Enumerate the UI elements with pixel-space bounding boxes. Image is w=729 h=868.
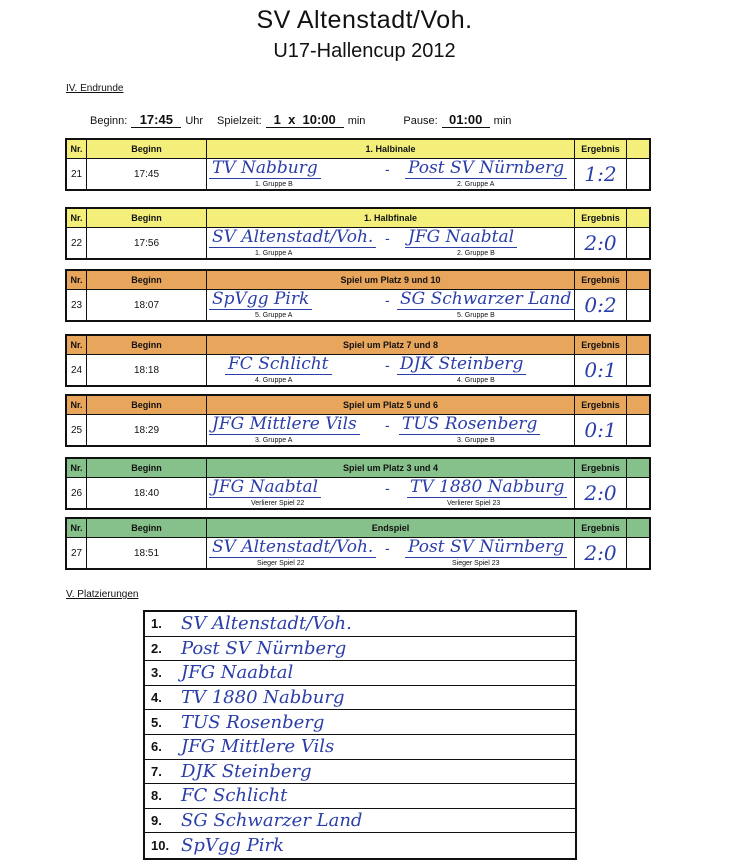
extra-cell <box>627 478 649 508</box>
match-title: 1. Halbinale <box>207 140 575 158</box>
placement-rank: 8. <box>151 788 162 804</box>
team-home: JFG Naabtal <box>209 477 321 498</box>
ergebnis-header: Ergebnis <box>575 140 627 158</box>
team-home-source: 3. Gruppe A <box>255 437 293 444</box>
placement-row <box>145 760 575 785</box>
match-teams <box>207 290 575 320</box>
match-time: 17:56 <box>87 228 207 258</box>
extra-cell <box>627 355 649 385</box>
tournament-params <box>90 112 511 128</box>
nr-header: Nr. <box>67 209 87 227</box>
match-header <box>67 396 649 415</box>
match-title: Spiel um Platz 9 und 10 <box>207 271 575 289</box>
team-away-source: 5. Gruppe B <box>457 312 495 319</box>
spielzeit-label: Spielzeit: <box>217 115 262 127</box>
match-teams <box>207 538 575 568</box>
placement-team: Post SV Nürnberg <box>181 637 347 659</box>
beginn-unit: Uhr <box>185 115 204 127</box>
placement-rank: 10. <box>151 838 170 854</box>
match-table <box>65 394 651 447</box>
match-teams <box>207 478 575 508</box>
extra-cell <box>627 209 649 227</box>
ergebnis-header: Ergebnis <box>575 209 627 227</box>
placement-team: TV 1880 Nabburg <box>181 687 345 709</box>
match-score: 0:1 <box>575 355 627 385</box>
match-header <box>67 271 649 290</box>
team-separator: - <box>385 358 390 374</box>
beginn-header: Beginn <box>87 140 207 158</box>
team-separator: - <box>385 481 390 497</box>
team-separator: - <box>385 293 390 309</box>
placement-team: DJK Steinberg <box>181 760 312 782</box>
page-title: SV Altenstadt/Voh. <box>256 6 473 34</box>
team-home: SpVgg Pirk <box>209 289 312 310</box>
section-heading-platzierungen: V. Platzierungen <box>66 589 139 600</box>
placement-rank: 4. <box>151 690 162 706</box>
match-teams <box>207 159 575 189</box>
match-table <box>65 457 651 510</box>
page-subtitle: U17-Hallencup 2012 <box>273 40 456 62</box>
spielzeit-value: 1 x 10:00 <box>266 112 344 128</box>
match-time: 18:18 <box>87 355 207 385</box>
match-row <box>67 159 649 189</box>
section-heading-endrunde: IV. Endrunde <box>66 83 124 94</box>
ergebnis-header: Ergebnis <box>575 459 627 477</box>
placement-rank: 7. <box>151 763 162 779</box>
team-away: Post SV Nürnberg <box>405 158 567 179</box>
team-away: Post SV Nürnberg <box>405 537 567 558</box>
match-title: Endspiel <box>207 519 575 537</box>
placement-rank: 6. <box>151 739 162 755</box>
team-home: TV Nabburg <box>209 158 321 179</box>
match-score: 2:0 <box>575 538 627 568</box>
match-score: 1:2 <box>575 159 627 189</box>
match-number: 21 <box>67 159 87 189</box>
placement-row <box>145 710 575 735</box>
team-home: SV Altenstadt/Voh. <box>209 227 376 248</box>
pause-label: Pause: <box>403 115 438 127</box>
match-header <box>67 459 649 478</box>
beginn-header: Beginn <box>87 271 207 289</box>
placement-row <box>145 784 575 809</box>
nr-header: Nr. <box>67 271 87 289</box>
match-teams <box>207 415 575 445</box>
match-time: 18:51 <box>87 538 207 568</box>
team-home-source: 5. Gruppe A <box>255 312 293 319</box>
placement-row <box>145 809 575 834</box>
match-row <box>67 290 649 320</box>
match-row <box>67 538 649 568</box>
match-score: 0:2 <box>575 290 627 320</box>
team-home-source: 4. Gruppe A <box>255 377 293 384</box>
team-away-source: Sieger Spiel 23 <box>452 560 500 567</box>
placement-team: SpVgg Pirk <box>181 835 284 857</box>
match-number: 25 <box>67 415 87 445</box>
team-home: FC Schlicht <box>225 354 332 375</box>
placement-rank: 9. <box>151 813 162 829</box>
team-home: SV Altenstadt/Voh. <box>209 537 376 558</box>
team-home-source: Sieger Spiel 22 <box>257 560 305 567</box>
match-header <box>67 140 649 159</box>
placement-row <box>145 637 575 662</box>
match-table <box>65 269 651 322</box>
match-teams <box>207 355 575 385</box>
nr-header: Nr. <box>67 336 87 354</box>
match-header <box>67 336 649 355</box>
match-table <box>65 138 651 191</box>
team-away: DJK Steinberg <box>397 354 526 375</box>
team-home: JFG Mittlere Vils <box>209 414 360 435</box>
extra-cell <box>627 459 649 477</box>
match-header <box>67 519 649 538</box>
placement-row <box>145 735 575 760</box>
extra-cell <box>627 538 649 568</box>
ergebnis-header: Ergebnis <box>575 519 627 537</box>
nr-header: Nr. <box>67 396 87 414</box>
team-separator: - <box>385 162 390 178</box>
match-title: Spiel um Platz 3 und 4 <box>207 459 575 477</box>
match-number: 23 <box>67 290 87 320</box>
beginn-value: 17:45 <box>131 112 181 128</box>
match-title: 1. Halbfinale <box>207 209 575 227</box>
team-away-source: 4. Gruppe B <box>457 377 495 384</box>
placement-team: SG Schwarzer Land <box>181 810 363 832</box>
extra-cell <box>627 396 649 414</box>
match-score: 0:1 <box>575 415 627 445</box>
beginn-header: Beginn <box>87 209 207 227</box>
match-number: 27 <box>67 538 87 568</box>
team-home-source: 1. Gruppe A <box>255 250 293 257</box>
team-home-source: Verlierer Spiel 22 <box>251 500 305 507</box>
team-away: JFG Naabtal <box>405 227 517 248</box>
match-title: Spiel um Platz 5 und 6 <box>207 396 575 414</box>
placement-team: TUS Rosenberg <box>181 711 325 733</box>
placement-row <box>145 686 575 711</box>
ergebnis-header: Ergebnis <box>575 336 627 354</box>
extra-cell <box>627 271 649 289</box>
placement-team: JFG Naabtal <box>181 662 294 684</box>
team-away: TUS Rosenberg <box>399 414 540 435</box>
match-score: 2:0 <box>575 478 627 508</box>
match-time: 18:07 <box>87 290 207 320</box>
match-title: Spiel um Platz 7 und 8 <box>207 336 575 354</box>
beginn-header: Beginn <box>87 519 207 537</box>
match-row <box>67 478 649 508</box>
placement-team: JFG Mittlere Vils <box>181 736 335 758</box>
placement-rank: 5. <box>151 714 162 730</box>
nr-header: Nr. <box>67 459 87 477</box>
ergebnis-header: Ergebnis <box>575 271 627 289</box>
team-away-source: 2. Gruppe B <box>457 250 495 257</box>
match-number: 26 <box>67 478 87 508</box>
placement-row <box>145 661 575 686</box>
team-away-source: 2. Gruppe A <box>457 181 495 188</box>
match-time: 17:45 <box>87 159 207 189</box>
match-number: 24 <box>67 355 87 385</box>
team-away: SG Schwarzer Land <box>397 289 574 310</box>
placement-team: SV Altenstadt/Voh. <box>181 613 352 635</box>
extra-cell <box>627 336 649 354</box>
team-separator: - <box>385 231 390 247</box>
extra-cell <box>627 140 649 158</box>
placement-rank: 3. <box>151 665 162 681</box>
match-time: 18:29 <box>87 415 207 445</box>
team-away-source: 3. Gruppe B <box>457 437 495 444</box>
placement-row <box>145 612 575 637</box>
nr-header: Nr. <box>67 519 87 537</box>
ergebnis-header: Ergebnis <box>575 396 627 414</box>
beginn-header: Beginn <box>87 396 207 414</box>
match-teams <box>207 228 575 258</box>
match-row <box>67 415 649 445</box>
placements-table <box>143 610 577 860</box>
team-away: TV 1880 Nabburg <box>407 477 567 498</box>
match-header <box>67 209 649 228</box>
match-time: 18:40 <box>87 478 207 508</box>
match-number: 22 <box>67 228 87 258</box>
extra-cell <box>627 159 649 189</box>
team-separator: - <box>385 418 390 434</box>
team-away-source: Verlierer Spiel 23 <box>447 500 501 507</box>
pause-unit: min <box>493 115 512 127</box>
pause-value: 01:00 <box>442 112 490 128</box>
placement-team: FC Schlicht <box>181 785 288 807</box>
spielzeit-unit: min <box>347 115 366 127</box>
beginn-header: Beginn <box>87 336 207 354</box>
extra-cell <box>627 519 649 537</box>
match-table <box>65 207 651 260</box>
beginn-header: Beginn <box>87 459 207 477</box>
beginn-label: Beginn: <box>90 115 128 127</box>
match-row <box>67 228 649 258</box>
match-row <box>67 355 649 385</box>
extra-cell <box>627 415 649 445</box>
placement-rank: 2. <box>151 640 162 656</box>
placement-rank: 1. <box>151 616 162 632</box>
match-table <box>65 517 651 570</box>
nr-header: Nr. <box>67 140 87 158</box>
extra-cell <box>627 228 649 258</box>
placement-row <box>145 833 575 858</box>
team-separator: - <box>385 541 390 557</box>
match-score: 2:0 <box>575 228 627 258</box>
extra-cell <box>627 290 649 320</box>
match-table <box>65 334 651 387</box>
team-home-source: 1. Gruppe B <box>255 181 293 188</box>
